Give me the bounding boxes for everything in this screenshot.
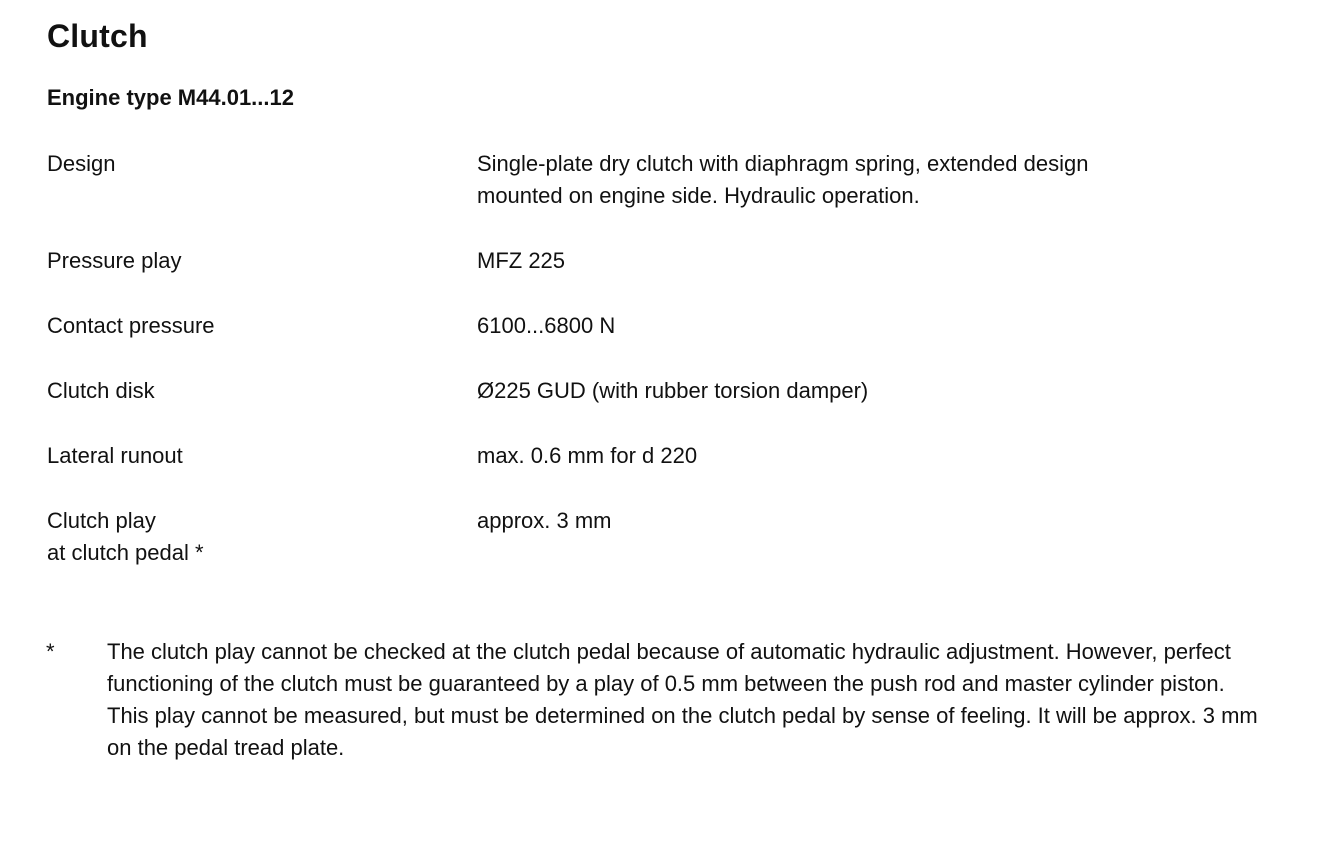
footnote-paragraph: This play cannot be measured, but must be determined on the clutch pedal by sense of feeling. It will be approx. 3 mm on the pedal tread plate. xyxy=(107,703,1258,760)
spec-label: Lateral runout xyxy=(47,443,183,468)
spec-value: approx. 3 mm xyxy=(477,508,612,533)
spec-label: Clutch play at clutch pedal * xyxy=(47,508,204,565)
spec-label: Design xyxy=(47,151,116,176)
footnote-text xyxy=(107,636,1287,764)
spec-value: Ø225 GUD (with rubber torsion damper) xyxy=(477,378,869,403)
footnote-paragraph: The clutch play cannot be checked at the clutch pedal because of automatic hydraulic adjustment. However, perfect functioning of the clutch must be guaranteed by a play of 0.5 mm between the push rod and master cylinder piston. xyxy=(107,639,1231,696)
engine-type-subtitle: Engine type M44.01...12 xyxy=(47,85,294,110)
page-title: Clutch xyxy=(47,18,148,54)
spec-label: Pressure play xyxy=(47,248,182,273)
spec-value: MFZ 225 xyxy=(477,248,566,273)
spec-value: 6100...6800 N xyxy=(477,313,616,338)
footnote-marker: * xyxy=(46,639,55,664)
spec-value: max. 0.6 mm for d 220 xyxy=(477,443,698,468)
spec-label: Clutch disk xyxy=(47,378,155,403)
spec-value: Single-plate dry clutch with diaphragm spring, extended design mounted on engine side. Hydraulic operation. xyxy=(477,151,1089,208)
spec-label: Contact pressure xyxy=(47,313,215,338)
